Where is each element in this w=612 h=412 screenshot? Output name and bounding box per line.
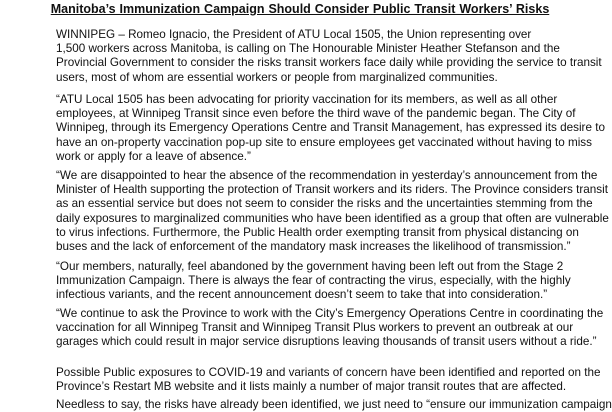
text-line: users, most of whom are essential workers or people from marginalized communities. — [56, 70, 498, 84]
text-line: Minister of Health supporting the protection of Transit workers and its riders. The Province considers transit — [56, 183, 608, 197]
text-line: as an essential service but does not seem to consider the risks and the uncertainties stemming from the — [56, 197, 593, 211]
text-line: Winnipeg, through its Emergency Operations Centre and Transit Management, has expressed its desire to — [56, 121, 605, 135]
text-line: employees, at Winnipeg Transit since even before the third wave of the pandemic began. The City of — [56, 107, 576, 121]
text-line: Province’s Restart MB website and it lists mainly a number of major transit routes that are affected. — [56, 380, 567, 394]
document-title: Manitoba’s Immunization Campaign Should Consider Public Transit Workers’ Risks — [50, 2, 550, 16]
text-line: “We continue to ask the Province to work with the City’s Emergency Operations Centre in coordinating the — [56, 307, 604, 320]
paragraph-needless — [56, 398, 612, 412]
text-line: Immunization Campaign. There is always the fear of contracting the virus, especially, with the highly — [56, 274, 571, 288]
text-line: infectious variants, and the recent announcement doesn’t seem to take that into consideration.” — [56, 288, 548, 302]
text-line: garages which could result in major service disruptions leaving thousands of transit users without a ride.” — [56, 335, 597, 349]
paragraph-quote-continue — [56, 307, 604, 350]
text-line: Possible Public exposures to COVID-19 and variants of concern have been identified and reported on the — [56, 366, 601, 379]
text-line: “ATU Local 1505 has been advocating for priority vaccination for its members, as well as all other — [56, 93, 558, 106]
paragraph-quote-advocacy — [56, 93, 605, 164]
text-line: WINNIPEG – Romeo Ignacio, the President of ATU Local 1505, the Union representing over — [56, 28, 532, 41]
text-line: to virus infections. Furthermore, the Public Health order exempting transit from physical distancing on — [56, 225, 579, 239]
text-line: have an on-property vaccination pop-up site to ensure employees get vaccinated without having to miss — [56, 135, 592, 149]
text-line: daily exposures to marginalized communities who have been identified as a group that often are vulnerable — [56, 211, 609, 225]
text-line: buses and the lack of enforcement of the mandatory mask increases the likelihood of transmission.” — [56, 240, 571, 254]
text-line: Needless to say, the risks have already been identified, we just need to “ensure our immunization campaign — [56, 398, 612, 411]
paragraph-exposures — [56, 366, 601, 394]
text-line: 1,500 workers across Manitoba, is calling on The Honourable Minister Heather Stefanson and the — [56, 42, 560, 56]
text-line: work or apply for a leave of absence.” — [56, 149, 251, 163]
paragraph-quote-abandoned — [56, 260, 576, 303]
text-line: Provincial Government to consider the risks transit workers face daily while providing the service to transit — [56, 56, 602, 70]
paragraph-quote-disappointed — [56, 169, 609, 254]
text-line: vaccination for all Winnipeg Transit and Winnipeg Transit Plus workers to prevent an outbreak at our — [56, 321, 574, 335]
paragraph-intro — [56, 28, 602, 85]
text-line: “We are disappointed to hear the absence of the recommendation in yesterday’s announcement from the — [56, 169, 598, 182]
text-line: “Our members, naturally, feel abandoned by the government having been left out from the Stage 2 — [56, 260, 564, 273]
